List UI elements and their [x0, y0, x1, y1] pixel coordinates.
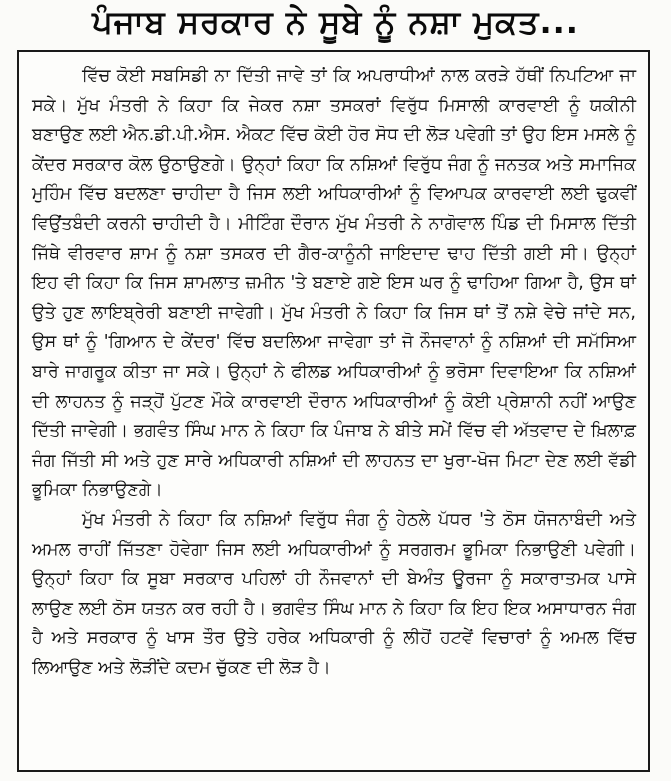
article-paragraph-1: ਵਿੱਚ ਕੋਈ ਸਬਸਿਡੀ ਨਾ ਦਿੱਤੀ ਜਾਵੇ ਤਾਂ ਕਿ ਅਪਰਾਧੀਆਂ ਨਾਲ ਕਰੜੇ ਹੱਥੀਂ ਨਿਪਟਿਆ ਜਾ ਸਕੇ। ਮੁੱਖ ਮੰਤਰੀ ਨੇ ਕਿਹਾ ਕਿ ਜੇਕਰ ਨਸ਼ਾ ਤਸਕਰਾਂ ਵਿਰੁੱਧ ਮਿਸਾਲੀ ਕਾਰਵਾਈ ਨੂੰ ਯਕੀਨੀ ਬਣਾਉਣ ਲਈ ਐਨ.ਡੀ.ਪੀ.ਐਸ. ਐਕਟ ਵਿੱਚ ਕੋਈ ਹੋਰ ਸੋਧ ਦੀ ਲੋੜ ਪਵੇਗੀ ਤਾਂ ਉਹ ਇਸ ਮਸਲੇ ਨੂੰ ਕੇਂਦਰ ਸਰਕਾਰ ਕੋਲ ਉਠਾਉਣਗੇ। ਉਨ੍ਹਾਂ ਕਿਹਾ ਕਿ ਨਸ਼ਿਆਂ ਵਿਰੁੱਧ ਜੰਗ ਨੂੰ ਜਨਤਕ ਅਤੇ ਸਮਾਜਿਕ ਮੁਹਿੰਮ ਵਿੱਚ ਬਦਲਣਾ ਚਾਹੀਦਾ ਹੈ ਜਿਸ ਲਈ ਅਧਿਕਾਰੀਆਂ ਨੂੰ ਵਿਆਪਕ ਕਾਰਵਾਈ ਲਈ ਢੁਕਵੀਂ ਵਿਉਂਤਬੰਦੀ ਕਰਨੀ ਚਾਹੀਦੀ ਹੈ। ਮੀਟਿੰਗ ਦੌਰਾਨ ਮੁੱਖ ਮੰਤਰੀ ਨੇ ਨਾਗੋਵਾਲ ਪਿੰਡ ਦੀ ਮਿਸਾਲ ਦਿੱਤੀ ਜਿੱਥੇ ਵੀਰਵਾਰ ਸ਼ਾਮ ਨੂੰ ਨਸ਼ਾ ਤਸਕਰ ਦੀ ਗੈਰ-ਕਾਨੂੰਨੀ ਜਾਇਦਾਦ ਢਾਹ ਦਿੱਤੀ ਗਈ ਸੀ। ਉਨ੍ਹਾਂ ਇਹ ਵੀ ਕਿਹਾ ਕਿ ਜਿਸ ਸ਼ਾਮਲਾਤ ਜ਼ਮੀਨ 'ਤੇ ਬਣਾਏ ਗਏ ਇਸ ਘਰ ਨੂੰ ਢਾਹਿਆ ਗਿਆ ਹੈ, ਉਸ ਥਾਂ ਉਤੇ ਹੁਣ ਲਾਇਬ੍ਰੇਰੀ ਬਣਾਈ ਜਾਵੇਗੀ। ਮੁੱਖ ਮੰਤਰੀ ਨੇ ਕਿਹਾ ਕਿ ਜਿਸ ਥਾਂ ਤੋਂ ਨਸ਼ੇ ਵੇਚੇ ਜਾਂਦੇ ਸਨ, ਉਸ ਥਾਂ ਨੂੰ 'ਗਿਆਨ ਦੇ ਕੇਂਦਰ' ਵਿੱਚ ਬਦਲਿਆ ਜਾਵੇਗਾ ਤਾਂ ਜੋ ਨੌਜਵਾਨਾਂ ਨੂੰ ਨਸ਼ਿਆਂ ਦੀ ਸਮੱਸਿਆ ਬਾਰੇ ਜਾਗਰੂਕ ਕੀਤਾ ਜਾ ਸਕੇ। ਉਨ੍ਹਾਂ ਨੇ ਫੀਲਡ ਅਧਿਕਾਰੀਆਂ ਨੂੰ ਭਰੋਸਾ ਦਿਵਾਇਆ ਕਿ ਨਸ਼ਿਆਂ ਦੀ ਲਾਹਨਤ ਨੂੰ ਜੜ੍ਹੋਂ ਪੁੱਟਣ ਮੌਕੇ ਕਾਰਵਾਈ ਦੌਰਾਨ ਅਧਿਕਾਰੀਆਂ ਨੂੰ ਕੋਈ ਪ੍ਰੇਸ਼ਾਨੀ ਨਹੀਂ ਆਉਣ ਦਿੱਤੀ ਜਾਵੇਗੀ। ਭਗਵੰਤ ਸਿੰਘ ਮਾਨ ਨੇ ਕਿਹਾ ਕਿ ਪੰਜਾਬ ਨੇ ਬੀਤੇ ਸਮੇਂ ਵਿੱਚ ਵੀ ਅੱਤਵਾਦ ਦੇ ਖ਼ਿਲਾਫ਼ ਜੰਗ ਜਿੱਤੀ ਸੀ ਅਤੇ ਹੁਣ ਸਾਰੇ ਅਧਿਕਾਰੀ ਨਸ਼ਿਆਂ ਦੀ ਲਾਹਨਤ ਦਾ ਖੁਰਾ-ਖੋਜ ਮਿਟਾ ਦੇਣ ਲਈ ਵੱਡੀ ਭੂਮਿਕਾ ਨਿਭਾਉਣਗੇ। — [32, 66, 636, 501]
article-headline: ਪੰਜਾਬ ਸਰਕਾਰ ਨੇ ਸੂਬੇ ਨੂੰ ਨਸ਼ਾ ਮੁਕਤ... — [92, 3, 579, 41]
article-paragraph-2: ਮੁੱਖ ਮੰਤਰੀ ਨੇ ਕਿਹਾ ਕਿ ਨਸ਼ਿਆਂ ਵਿਰੁੱਧ ਜੰਗ ਨੂੰ ਹੇਠਲੇ ਪੱਧਰ 'ਤੇ ਠੋਸ ਯੋਜਨਾਬੰਦੀ ਅਤੇ ਅਮਲ ਰਾਹੀਂ ਜਿੱਤਣਾ ਹੋਵੇਗਾ ਜਿਸ ਲਈ ਅਧਿਕਾਰੀਆਂ ਨੂੰ ਸਰਗਰਮ ਭੂਮਿਕਾ ਨਿਭਾਉਣੀ ਪਵੇਗੀ। ਉਨ੍ਹਾਂ ਕਿਹਾ ਕਿ ਸੂਬਾ ਸਰਕਾਰ ਪਹਿਲਾਂ ਹੀ ਨੌਜਵਾਨਾਂ ਦੀ ਬੇਅੰਤ ਊਰਜਾ ਨੂੰ ਸਕਾਰਾਤਮਕ ਪਾਸੇ ਲਾਉਣ ਲਈ ਠੋਸ ਯਤਨ ਕਰ ਰਹੀ ਹੈ। ਭਗਵੰਤ ਸਿੰਘ ਮਾਨ ਨੇ ਕਿਹਾ ਕਿ ਇਹ ਇਕ ਅਸਾਧਾਰਨ ਜੰਗ ਹੈ ਅਤੇ ਸਰਕਾਰ ਨੂੰ ਖਾਸ ਤੌਰ ਉਤੇ ਹਰੇਕ ਅਧਿਕਾਰੀ ਨੂੰ ਲੀਹੋਂ ਹਟਵੇਂ ਵਿਚਾਰਾਂ ਨੂੰ ਅਮਲ ਵਿੱਚ ਲਿਆਉਣ ਅਤੇ ਲੋੜੀਂਦੇ ਕਦਮ ਚੁੱਕਣ ਦੀ ਲੋੜ ਹੈ। — [32, 509, 636, 678]
article-body-box — [17, 50, 650, 772]
